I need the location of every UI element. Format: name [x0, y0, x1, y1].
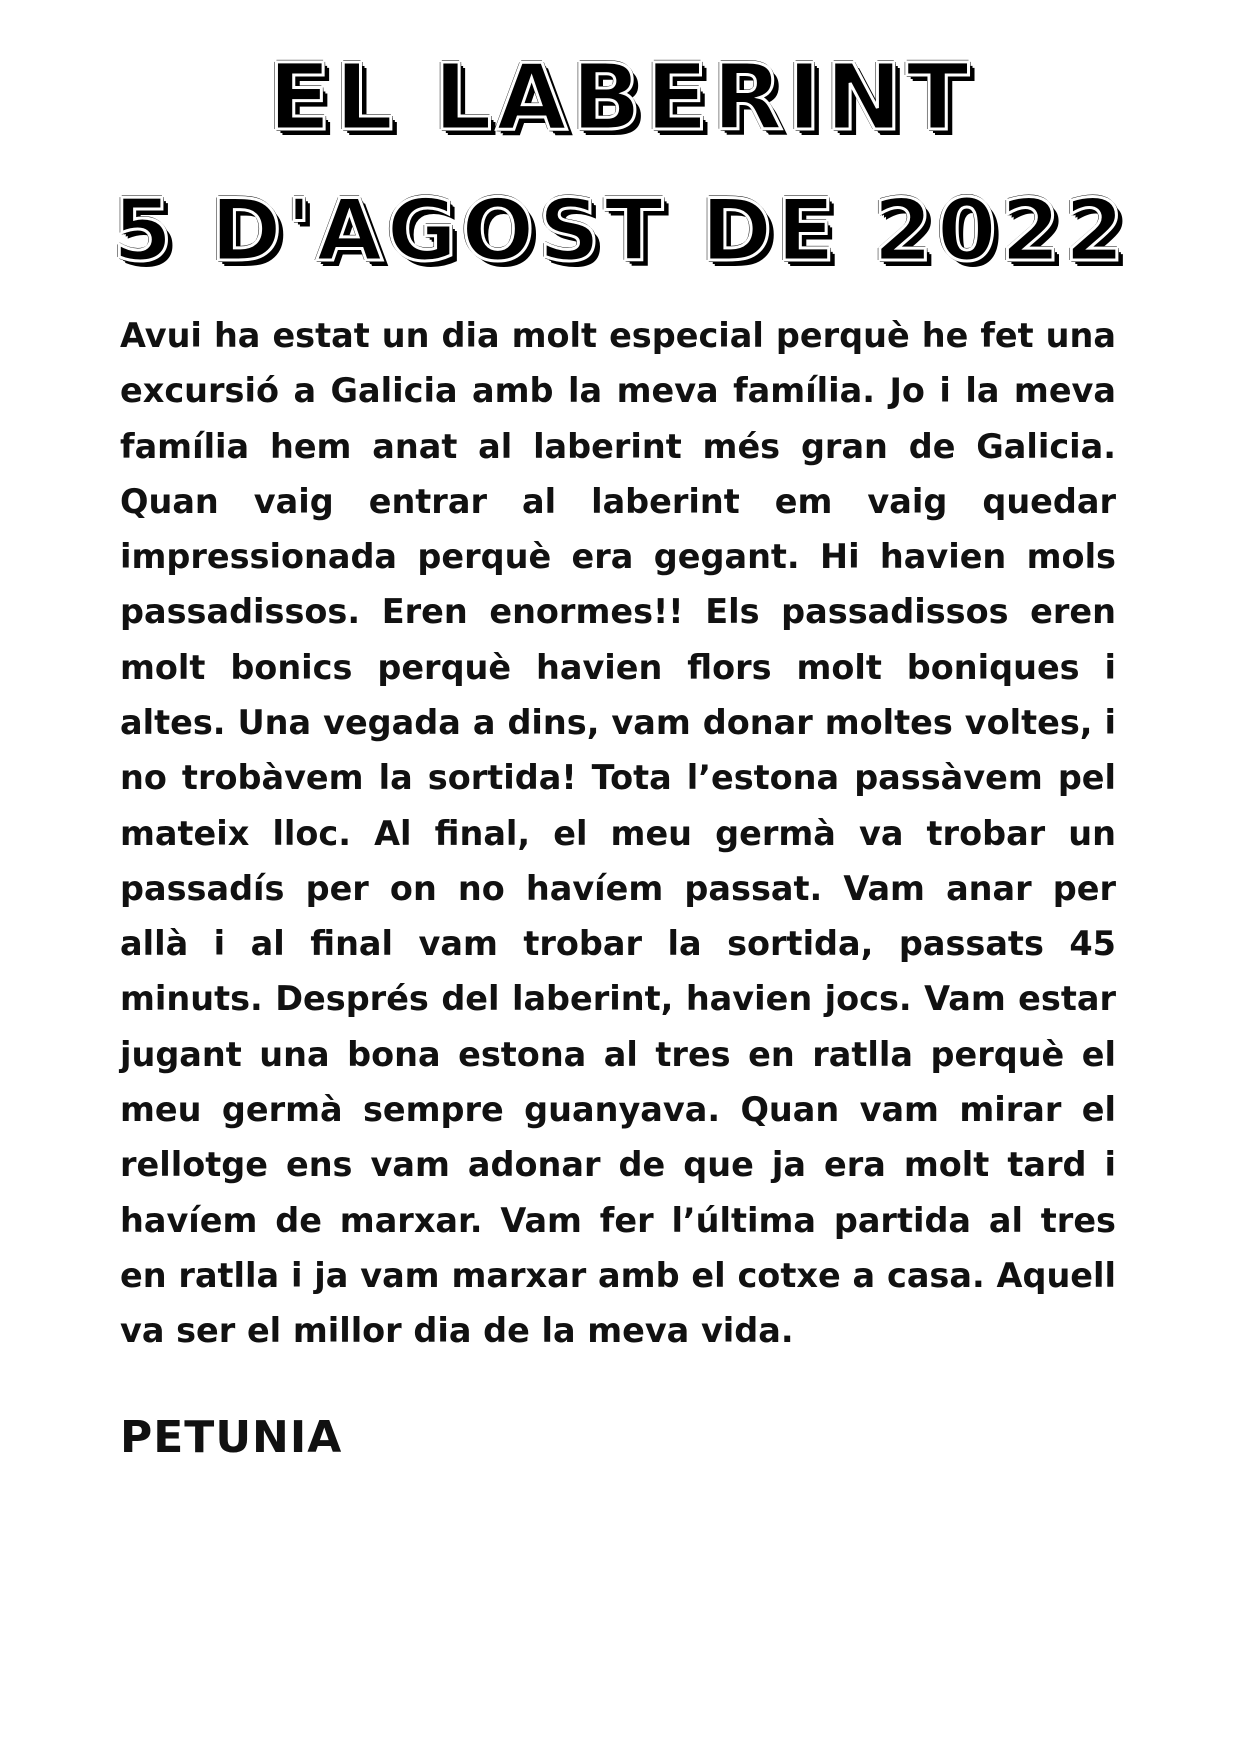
signature: PETUNIA [120, 1412, 343, 1463]
document-date: 5 D'AGOST DE 2022 [112, 181, 1129, 281]
document-title: EL LABERINT [267, 44, 974, 151]
body-paragraph: Avui ha estat un dia molt especial perquè he fet una excursió a Galicia amb la meva família. Jo i la meva família hem anat al laberint més gran de Galicia. Quan vaig entrar al laberint em vaig quedar impressionada perquè era gegant. Hi havien mols passadissos. Eren enormes!! Els passadissos eren molt bonics perquè havien flors molt boniques i altes. Una vegada a dins, vam donar moltes voltes, i no trobàvem la sortida! Tota l’estona passàvem pel mateix lloc. Al final, el meu germà va trobar un passadís per on no havíem passat. Vam anar per allà i al final vam trobar la sortida, passats 45 minuts. Després del laberint, havien jocs. Vam estar jugant una bona estona al tres en ratlla perquè el meu germà sempre guanyava. Quan vam mirar el rellotge ens vam adonar de que ja era molt tard i havíem de marxar. Vam fer l’última partida al tres en ratlla i ja vam marxar amb el cotxe a casa. Aquell va ser el millor dia de la meva vida. [120, 316, 1116, 1351]
